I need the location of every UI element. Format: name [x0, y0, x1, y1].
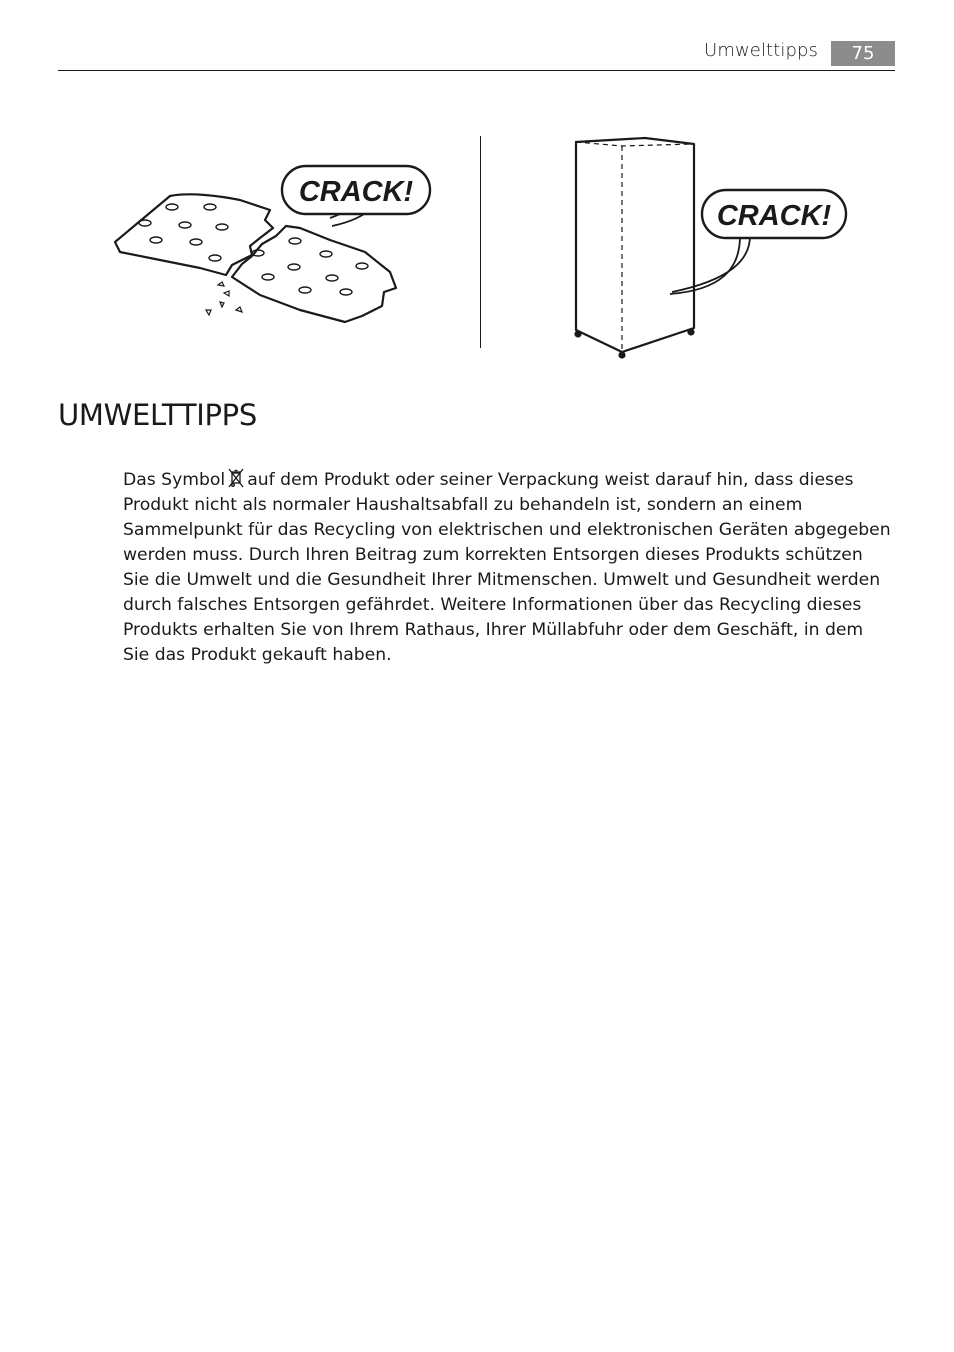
- header-rule: [58, 70, 895, 71]
- crack-illustration: [100, 130, 880, 365]
- appliance-cabinet-drawing: [576, 138, 695, 358]
- right-crack-text: CRACK!: [716, 200, 832, 232]
- paragraph-body: auf dem Produkt oder seiner Verpackung weist darauf hin, dass dieses Produkt nicht als normaler Haushaltsabfall zu behandeln ist, sondern an einem Sammelpunkt für das Recycling von elektrischen und elektronischen Geräten abgegeben werden muss. Durch Ihren Beitrag zum korrekten Entsorgen dieses Produkts schützen Sie die Umwelt und die Gesundheit Ihrer Mitmenschen. Umwelt und Gesundheit werden durch falsches Entsorgen gefährdet. Weitere Informationen über das Recycling dieses Produkts erhalten Sie von Ihrem Rathaus, Ihrer Müllabfuhr oder dem Geschäft, in dem Sie das Produkt gekauft haben.: [123, 470, 891, 665]
- left-crack-bubble: [282, 166, 430, 226]
- illustration-panel: [100, 130, 880, 365]
- page-number-badge: 75: [831, 41, 895, 66]
- right-crack-bubble: [670, 190, 846, 294]
- section-title: UMWELTTIPPS: [58, 398, 257, 432]
- left-crack-text: CRACK!: [298, 176, 414, 208]
- board-crumbs: [206, 282, 242, 315]
- running-header-title: Umwelttipps: [704, 40, 818, 61]
- paragraph-lead: Das Symbol: [123, 470, 226, 490]
- disposal-paragraph: [123, 468, 891, 668]
- crossed-out-wheelie-bin-icon: [228, 468, 244, 488]
